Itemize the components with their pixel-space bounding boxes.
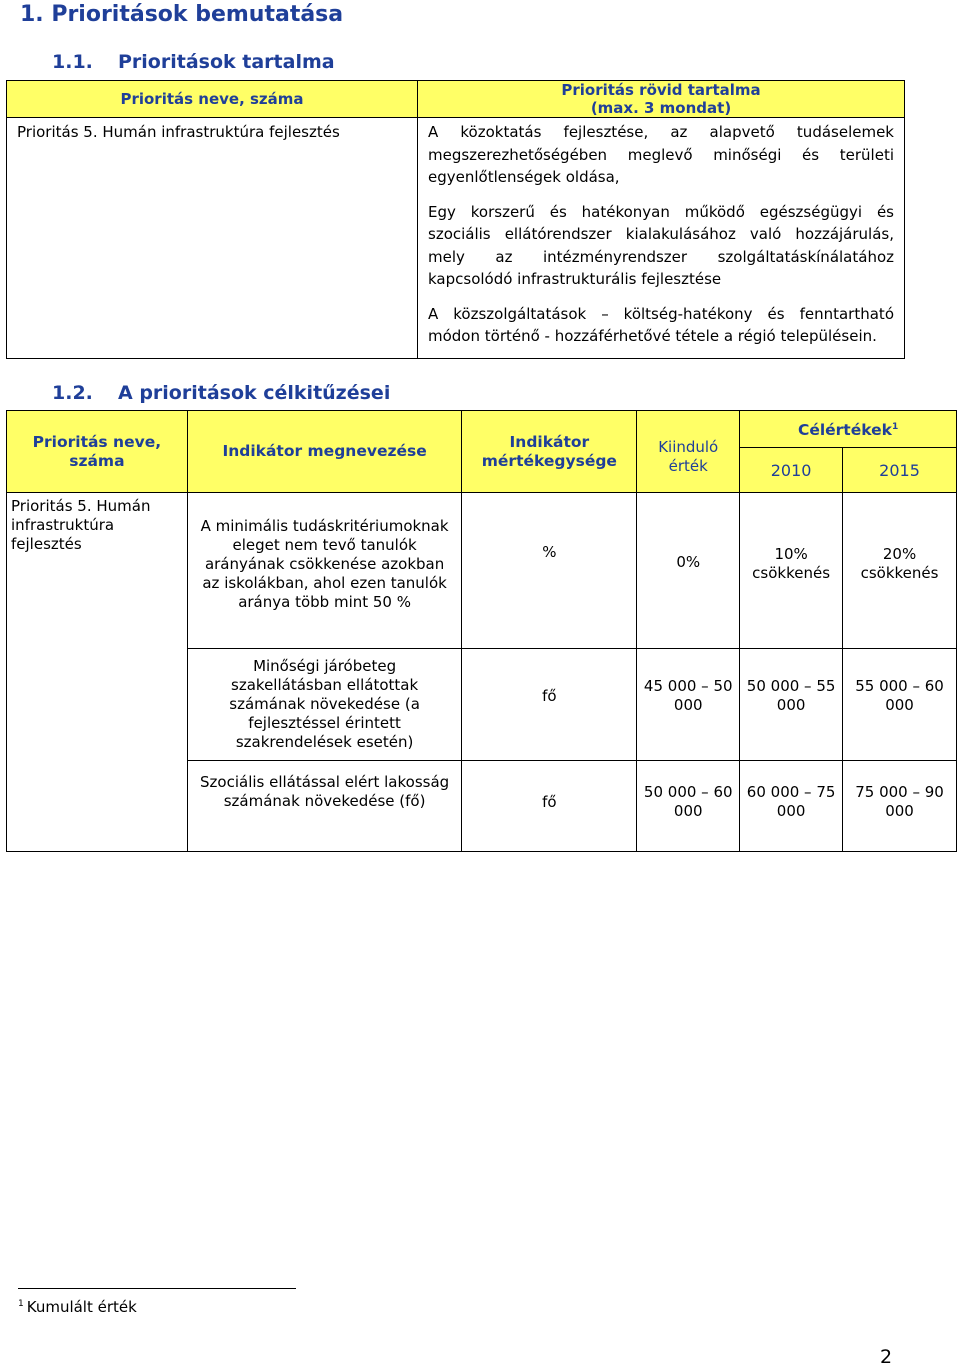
- content-paragraph: Egy korszerű és hatékonyan működő egészségügyi és szociális ellátórendszer kialakulásához való hozzájárulás, mely az intézményrendszer szolgáltatáskínálatához kapcsolódó infrastrukturális fejlesztése: [428, 202, 894, 288]
- header-year-2010: 2010: [740, 448, 843, 493]
- section-number: 1.1.: [52, 51, 93, 73]
- page-number: 2: [880, 1346, 893, 1368]
- header-short-content-line2: (max. 3 mondat): [590, 99, 732, 117]
- target-2010-cell: 50 000 – 55 000: [740, 649, 843, 761]
- section-heading-1-2: [52, 382, 390, 404]
- target-2010-cell: 60 000 – 75 000: [740, 761, 843, 852]
- objectives-table: [6, 410, 957, 852]
- baseline-cell: 50 000 – 60 000: [637, 761, 740, 852]
- baseline-cell: 45 000 – 50 000: [637, 649, 740, 761]
- baseline-cell: 0%: [637, 493, 740, 649]
- target-2015-cell: 75 000 – 90 000: [843, 761, 957, 852]
- header-targets: [740, 411, 957, 448]
- priority-content-table: [6, 80, 905, 359]
- target-2010-cell: 10% csökkenés: [740, 493, 843, 649]
- header-baseline-label: Kiinduló érték: [658, 437, 719, 475]
- target-2015-cell: 55 000 – 60 000: [843, 649, 957, 761]
- footnote-text: Kumulált érték: [26, 1298, 137, 1316]
- header-targets-label: Célértékek: [797, 421, 892, 440]
- section-heading-1-1: [52, 51, 335, 73]
- content-paragraph: A közoktatás fejlesztése, az alapvető tudáselemek megszerezhetőségében meglevő minőségi és területi egyenlőtlenségek oldása,: [428, 123, 894, 186]
- header-priority: Prioritás neve, száma: [7, 411, 188, 493]
- footnote-separator: [18, 1288, 296, 1289]
- unit-cell: fő: [462, 649, 637, 761]
- footnote: [18, 1298, 137, 1316]
- target-2015-cell: 20% csökkenés: [843, 493, 957, 649]
- section-title: A prioritások célkitűzései: [118, 382, 391, 404]
- indicator-cell: Szociális ellátással elért lakosság számának növekedése (fő): [187, 761, 462, 852]
- footnote-ref: 1: [891, 421, 899, 432]
- page-title: 1. Prioritások bemutatása: [20, 2, 344, 27]
- header-year-2015: 2015: [843, 448, 957, 493]
- footnote-marker: 1: [18, 1299, 24, 1309]
- unit-cell: %: [462, 493, 637, 649]
- section-title: Prioritások tartalma: [118, 51, 335, 73]
- priority-name-cell: Prioritás 5. Humán infrastruktúra fejlesztés: [7, 493, 188, 852]
- header-baseline: [637, 411, 740, 493]
- priority-name-cell: Prioritás 5. Humán infrastruktúra fejlesztés: [7, 118, 418, 359]
- unit-cell: fő: [462, 761, 637, 852]
- indicator-cell: Minőségi járóbeteg szakellátásban ellátottak számának növekedése (a fejlesztéssel érintett szakrendelések esetén): [187, 649, 462, 761]
- header-unit: Indikátor mértékegysége: [462, 411, 637, 493]
- section-number: 1.2.: [52, 382, 93, 404]
- header-short-content: [418, 81, 905, 118]
- header-short-content-line1: Prioritás rövid tartalma: [561, 81, 761, 99]
- indicator-cell: A minimális tudáskritériumoknak eleget nem tevő tanulók arányának csökkenése azokban az iskolákban, ahol ezen tanulók aránya több mint 50 %: [187, 493, 462, 649]
- priority-content-cell: [418, 118, 905, 359]
- content-paragraph: A közszolgáltatások – költség-hatékony és fenntartható módon történő - hozzáférhetővé tétele a régió településein.: [428, 304, 894, 345]
- header-indicator: Indikátor megnevezése: [187, 411, 462, 493]
- header-priority-name: Prioritás neve, száma: [7, 81, 418, 118]
